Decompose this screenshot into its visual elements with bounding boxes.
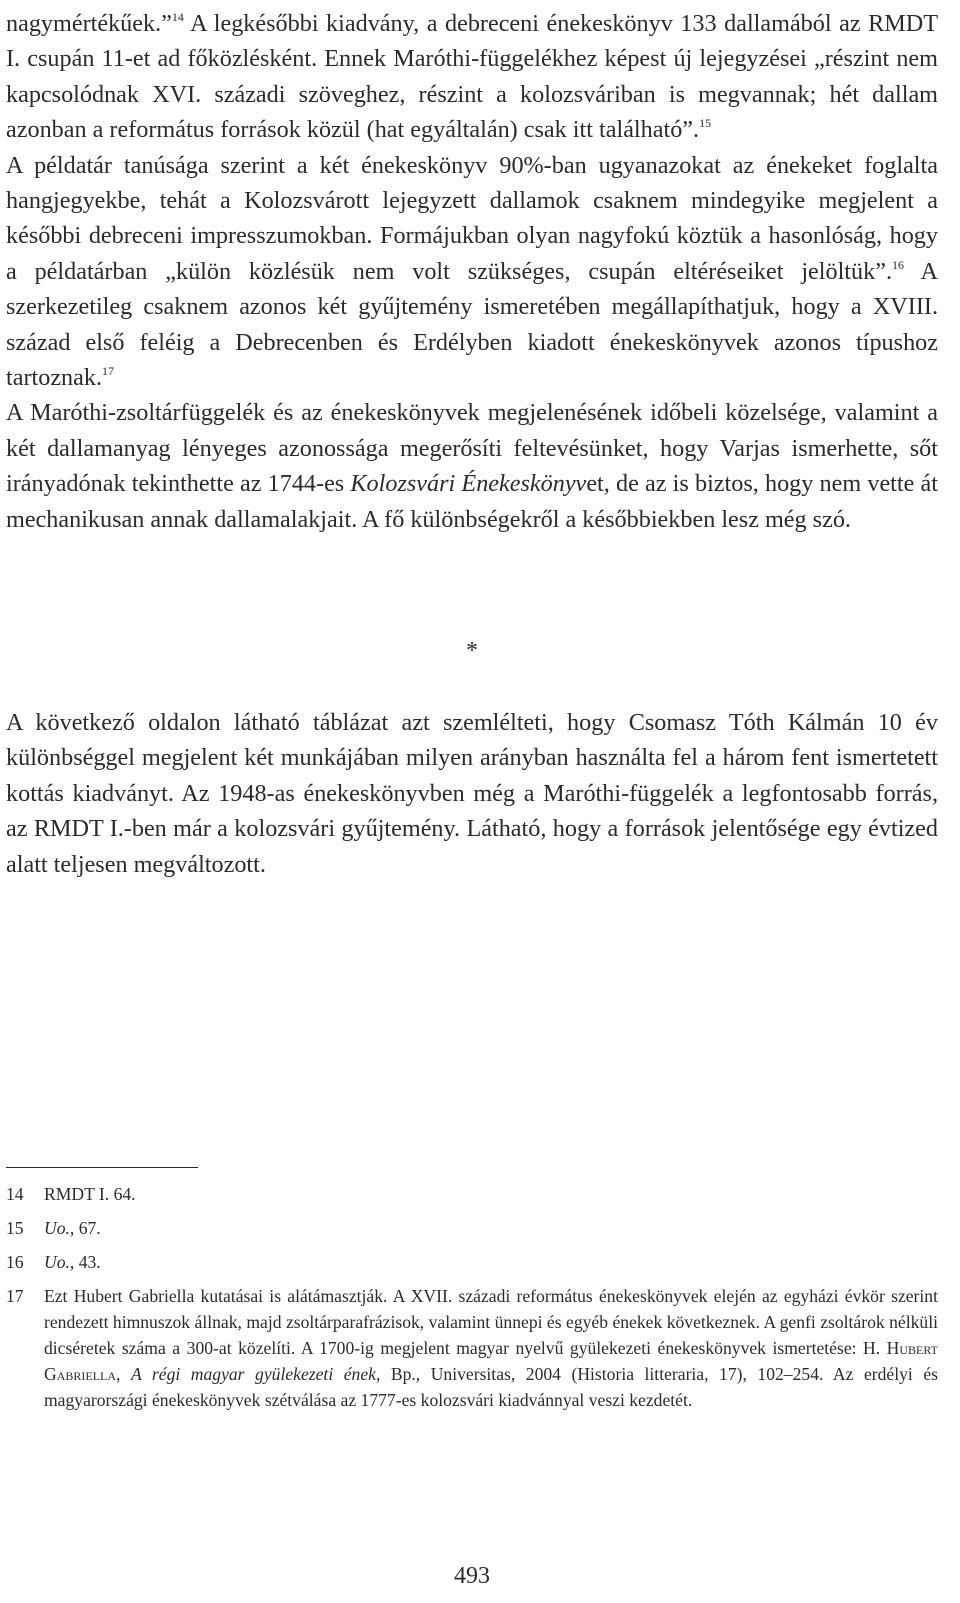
page <box>6 0 938 1589</box>
text-segment: nagymértékűek.” <box>6 10 172 37</box>
footnote-text: , 67. <box>69 1218 101 1238</box>
footnote-ref-17[interactable]: 17 <box>102 364 115 379</box>
footnote-text: RMDT I. 64. <box>44 1184 136 1204</box>
footnote-15 <box>6 1215 938 1241</box>
main-paragraph <box>6 0 938 537</box>
footnote-17 <box>6 1283 938 1413</box>
footnote-number: 16 <box>6 1252 24 1272</box>
footnote-ibid: Uo. <box>44 1218 70 1238</box>
text-segment: A legkésőbbi kiadvány, a debreceni énekeskönyv 133 dallamából az RMDT I. csupán 11-et ad főközlésként. Ennek Maróthi-függelékhez képest új lejegyzései „részint nem kapcsolódnak XVI. századi szöveghez, részint a kolozsváriban is megvannak; hét dallam azonban a református források közül (hat egyáltalán) csak itt található”. <box>6 10 938 144</box>
footnote-divider <box>6 1167 198 1168</box>
text-segment: et, de az is biztos, hogy nem vette át mechanikusan annak dallamalakjait. A fő különbségekről a későbbiekben lesz még szó. <box>6 470 938 533</box>
text-segment: A Maróthi-zsoltárfüggelék és az énekeskönyvek megjelenésének időbeli közelsége, valamint a két dallamanyag lényeges azonossága megerősíti feltevésünket, hogy Varjas ismerhette, sőt irányadónak tekinthette az 1744-es <box>6 399 938 498</box>
footnote-14 <box>6 1181 938 1207</box>
footnote-ref-15[interactable]: 15 <box>699 116 712 131</box>
footnote-text: , <box>116 1364 131 1384</box>
footnote-number: 15 <box>6 1218 24 1238</box>
footnote-ref-14[interactable]: 14 <box>171 10 184 24</box>
text-segment: A példatár tanúsága szerint a két énekeskönyv 90%-ban ugyanazokat az énekeket foglalta hangjegyekbe, tehát a Kolozsvárott lejegyzett dallamok csaknem mindegyike megjelent a későbbi debreceni impresszumokban. Formájukban olyan nagyfokú köztük a hasonlóság, hogy a példatárban „külön közlésük nem volt szükséges, csupán eltéréseiket jelöltük”. <box>6 151 938 285</box>
footnotes <box>6 1181 938 1421</box>
section-separator: * <box>466 638 478 664</box>
footnote-16 <box>6 1249 938 1275</box>
footnote-text: Ezt Hubert Gabriella kutatásai is alátámasztják. A XVII. századi református énekeskönyvek elején az egyházi évkör szerint rendezett himnuszok állnak, majd zsoltárparafrázisok, valamint ünnepi és egyéb énekek következnek. A genfi zsoltárok nélküli dicséretek száma a 300-at közelíti. A 1700-ig megjelent magyar nyelvű gyülekezeti énekeskönyvek ismertetése: H. <box>44 1286 938 1358</box>
footnote-author: Hubert Gabriella <box>44 1338 938 1384</box>
second-paragraph: A következő oldalon látható táblázat azt szemlélteti, hogy Csomasz Tóth Kálmán 10 év különbséggel megjelent két munkájában milyen arányban használta fel a három fent ismertetett kottás kiadványt. Az 1948-as énekeskönyvben még a Maróthi-függelék a legfontosabb forrás, az RMDT I.-ben már a kolozsvári gyűjtemény. Látható, hogy a források jelentősége egy évtized alatt teljesen megváltozott. <box>6 709 938 878</box>
footnote-number: 17 <box>6 1286 24 1306</box>
text-segment: A szerkezetileg csaknem azonos két gyűjtemény ismeretében megállapíthatjuk, hogy a XVIII. század első feléig a Debrecenben és Erdélyben kiadott énekeskönyvek azonos típushoz tartoznak. <box>6 257 938 392</box>
footnote-ibid: Uo. <box>44 1252 70 1272</box>
footnote-book-title: A régi magyar gyülekezeti ének, <box>130 1364 381 1384</box>
page-number: 493 <box>454 1563 490 1589</box>
footnote-text: Bp., Universitas, 2004 (Historia litteraria, 17), 102–254. Az erdélyi és magyarországi énekeskönyvek szétválása az 1777-es kolozsvári kiadvánnyal veszi kezdetét. <box>44 1364 938 1410</box>
footnote-text: , 43. <box>69 1252 101 1272</box>
footnote-ref-16[interactable]: 16 <box>892 257 905 272</box>
book-title: Kolozsvári Énekeskönyv <box>350 470 587 498</box>
footnote-number: 14 <box>6 1184 24 1204</box>
